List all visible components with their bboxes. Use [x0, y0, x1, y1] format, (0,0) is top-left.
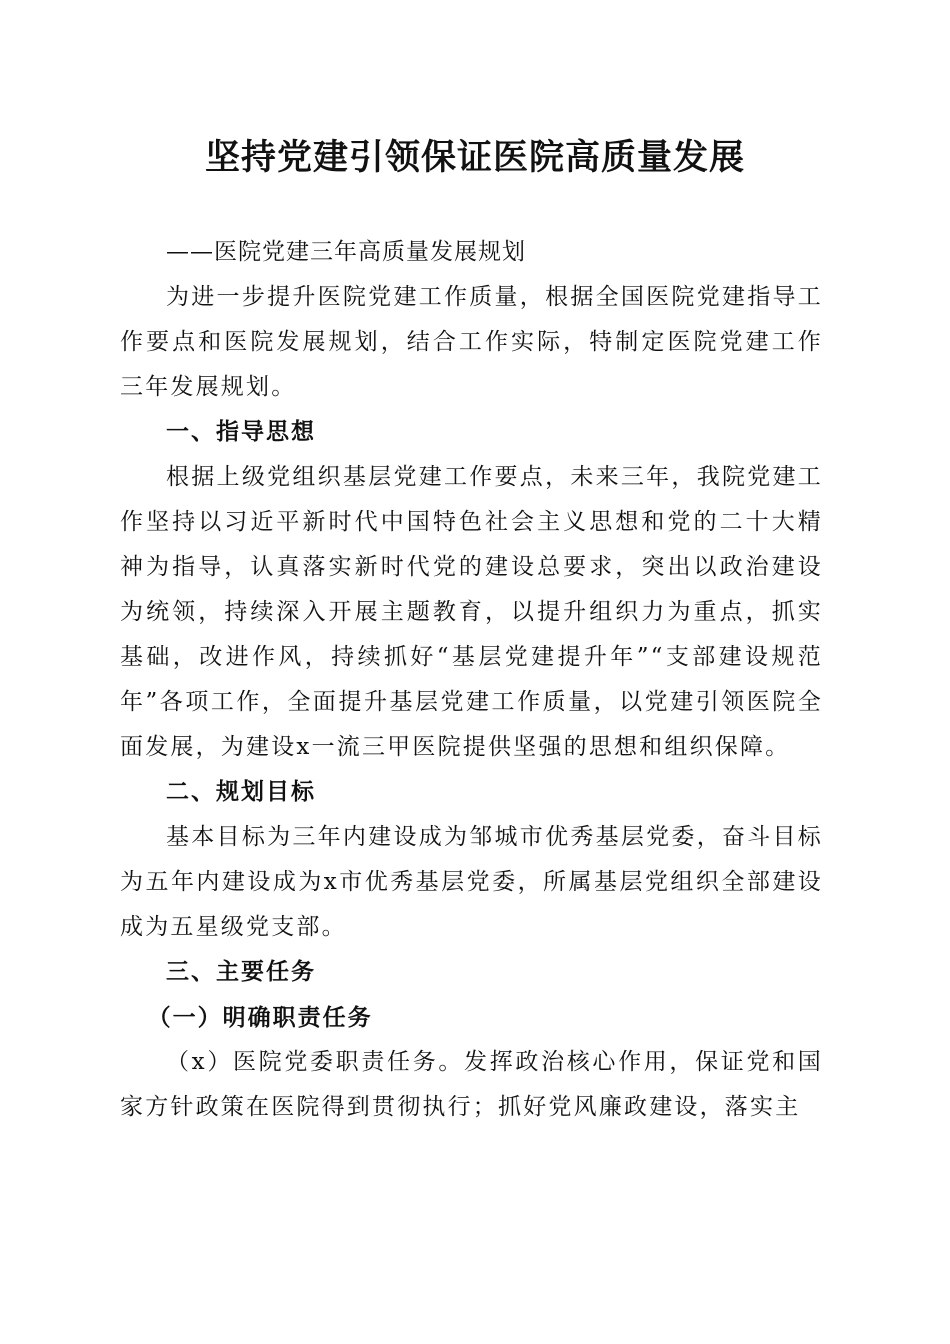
- section-heading-main-tasks: 三、主要任务: [166, 959, 316, 985]
- section-paragraph-planning-goals: 基本目标为三年内建设成为邹城市优秀基层党委，奋斗目标为五年内建设成为x市优秀基层党委，所属基层党组织全部建设成为五星级党支部。: [120, 824, 823, 940]
- document-subtitle: ——医院党建三年高质量发展规划: [166, 239, 526, 265]
- document-title: 坚持党建引领保证医院高质量发展: [204, 137, 745, 178]
- intro-paragraph: 为进一步提升医院党建工作质量，根据全国医院党建指导工作要点和医院发展规划，结合工作实际，特制定医院党建工作三年发展规划。: [120, 284, 823, 400]
- section-paragraph-guiding-ideology: 根据上级党组织基层党建工作要点，未来三年，我院党建工作坚持以习近平新时代中国特色社会主义思想和党的二十大精神为指导，认真落实新时代党的建设总要求，突出以政治建设为统领，持续深入开展主题教育，以提升组织力为重点，抓实基础，改进作风，持续抓好“基层党建提升年”“支部建设规范年”各项工作，全面提升基层党建工作质量，以党建引领医院全面发展，为建设x一流三甲医院提供坚强的思想和组织保障。: [120, 464, 823, 760]
- subsection-paragraph-party-committee-duties: （x）医院党委职责任务。发挥政治核心作用，保证党和国家方针政策在医院得到贯彻执行；抓好党风廉政建设，落实主: [120, 1049, 823, 1120]
- section-heading-guiding-ideology: 一、指导思想: [166, 419, 316, 445]
- section-heading-planning-goals: 二、规划目标: [166, 779, 316, 805]
- subsection-heading-clarify-duties: （一）明确职责任务: [147, 1004, 373, 1031]
- document-body: [120, 230, 823, 1130]
